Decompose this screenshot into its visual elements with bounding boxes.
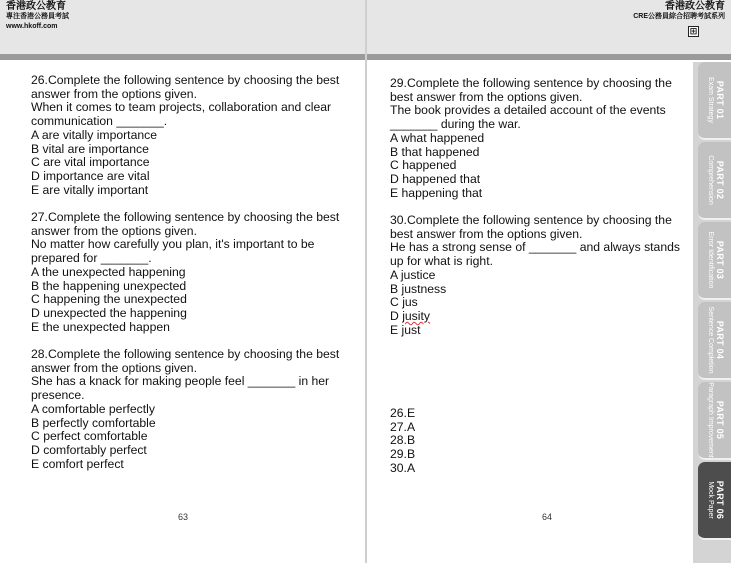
book-spine [365, 0, 367, 563]
option-b: B perfectly comfortable [31, 415, 156, 430]
header-left [0, 0, 365, 54]
tab-part-number: PART 05 [714, 400, 725, 440]
tab-part-01[interactable] [698, 62, 731, 140]
question-29 [390, 77, 686, 200]
tab-label [706, 77, 724, 123]
left-page-questions [31, 74, 351, 485]
tab-part-03[interactable] [698, 222, 731, 300]
option-d [390, 310, 686, 324]
tabs-footer [693, 542, 731, 563]
tab-part-number: PART 06 [714, 480, 725, 520]
tab-part-number: PART 01 [714, 80, 725, 120]
option-d: D happened that [390, 171, 481, 186]
question-stem: 27.Complete the following sentence by choosing the best answer from the options given. [31, 210, 340, 238]
option-e: E just [390, 322, 421, 337]
question-28 [31, 348, 351, 471]
answer-29: 29.B [390, 447, 416, 462]
question-sentence: No matter how carefully you plan, it's important to be prepared for _______. [31, 237, 315, 266]
tab-part-title: Error Identification [706, 231, 714, 289]
answer-30: 30.A [390, 460, 416, 475]
brand-url[interactable]: www.hkoff.com [6, 23, 58, 30]
header-divider-right [367, 54, 731, 60]
brand-subtitle: 專注香港公務員考試 [6, 13, 69, 20]
tab-part-title: Sentence Completion [706, 306, 714, 374]
tab-label [706, 481, 724, 519]
question-sentence: When it comes to team projects, collaboration and clear communication _______. [31, 100, 332, 129]
answer-28: 28.B [390, 433, 416, 448]
page-number-right: 64 [542, 512, 553, 522]
tab-part-title: Comprehension [706, 155, 714, 205]
option-b: B justness [390, 281, 447, 296]
option-c: C happened [390, 158, 457, 173]
question-30 [390, 214, 686, 337]
option-d: D importance are vital [31, 168, 150, 183]
brand-block-right [633, 2, 725, 22]
page-number-left: 63 [178, 512, 189, 522]
question-stem: 28.Complete the following sentence by choosing the best answer from the options given. [31, 347, 340, 375]
question-27 [31, 211, 351, 334]
header-right [367, 0, 731, 54]
option-a: A are vitally importance [31, 127, 157, 142]
option-a: A comfortable perfectly [31, 401, 155, 416]
tab-label [706, 382, 724, 457]
answer-key [390, 407, 415, 476]
option-b: B vital are importance [31, 141, 149, 156]
option-c: C jus [390, 295, 418, 310]
question-26 [31, 74, 351, 197]
tab-part-title: Mock Paper [706, 481, 714, 519]
option-d: D unexpected the happening [31, 305, 187, 320]
tab-part-05[interactable] [698, 382, 731, 460]
option-e: E happening that [390, 185, 483, 200]
option-d: D comfortably perfect [31, 442, 147, 457]
option-a: A what happened [390, 130, 485, 145]
option-e: E the unexpected happen [31, 319, 170, 334]
option-c: C perfect comfortable [31, 429, 148, 444]
option-c: C are vital importance [31, 155, 150, 170]
header-divider-left [0, 54, 365, 60]
brand-title: 香港政公教育 [6, 1, 66, 12]
option-e: E are vitally important [31, 182, 149, 197]
brand-block-left [6, 2, 69, 32]
tab-part-02[interactable] [698, 142, 731, 220]
part-tabs [693, 62, 731, 542]
tab-part-title: Exam Strategy [706, 77, 714, 123]
tab-part-number: PART 04 [714, 320, 725, 360]
right-page-questions [390, 77, 686, 351]
option-b: B that happened [390, 144, 480, 159]
tab-label [706, 307, 724, 374]
misspelled-word: jusity [402, 308, 430, 323]
option-a: A the unexpected happening [31, 264, 186, 279]
series-title: CRE公務員綜合招聘考試系列 [633, 13, 725, 20]
option-e: E comfort perfect [31, 456, 124, 471]
answer-27: 27.A [390, 419, 416, 434]
question-stem: 29.Complete the following sentence by choosing the best answer from the options given. [390, 76, 672, 104]
tab-part-number: PART 02 [714, 160, 725, 200]
answer-26: 26.E [390, 406, 416, 420]
question-sentence: The book provides a detailed account of the events _______ during the war. [390, 103, 666, 132]
question-stem: 30.Complete the following sentence by choosing the best answer from the options given. [390, 213, 672, 241]
tab-part-04[interactable] [698, 302, 731, 380]
question-sentence: She has a knack for making people feel _______ in her presence. [31, 374, 330, 403]
option-d-prefix: D [390, 308, 403, 323]
tab-part-title: Paragraph Improvement [706, 382, 714, 458]
question-sentence: He has a strong sense of _______ and always stands up for what is right. [390, 240, 680, 269]
option-a: A justice [390, 267, 436, 282]
tab-label [706, 155, 724, 204]
tab-part-06[interactable] [698, 462, 731, 540]
expand-icon[interactable]: ⊞ [689, 26, 698, 36]
option-c: C happening the unexpected [31, 292, 187, 307]
tab-label [706, 232, 724, 289]
tab-part-number: PART 03 [714, 240, 725, 280]
question-stem: 26.Complete the following sentence by choosing the best answer from the options given. [31, 73, 340, 101]
brand-title: 香港政公教育 [665, 1, 725, 12]
option-b: B the happening unexpected [31, 278, 187, 293]
